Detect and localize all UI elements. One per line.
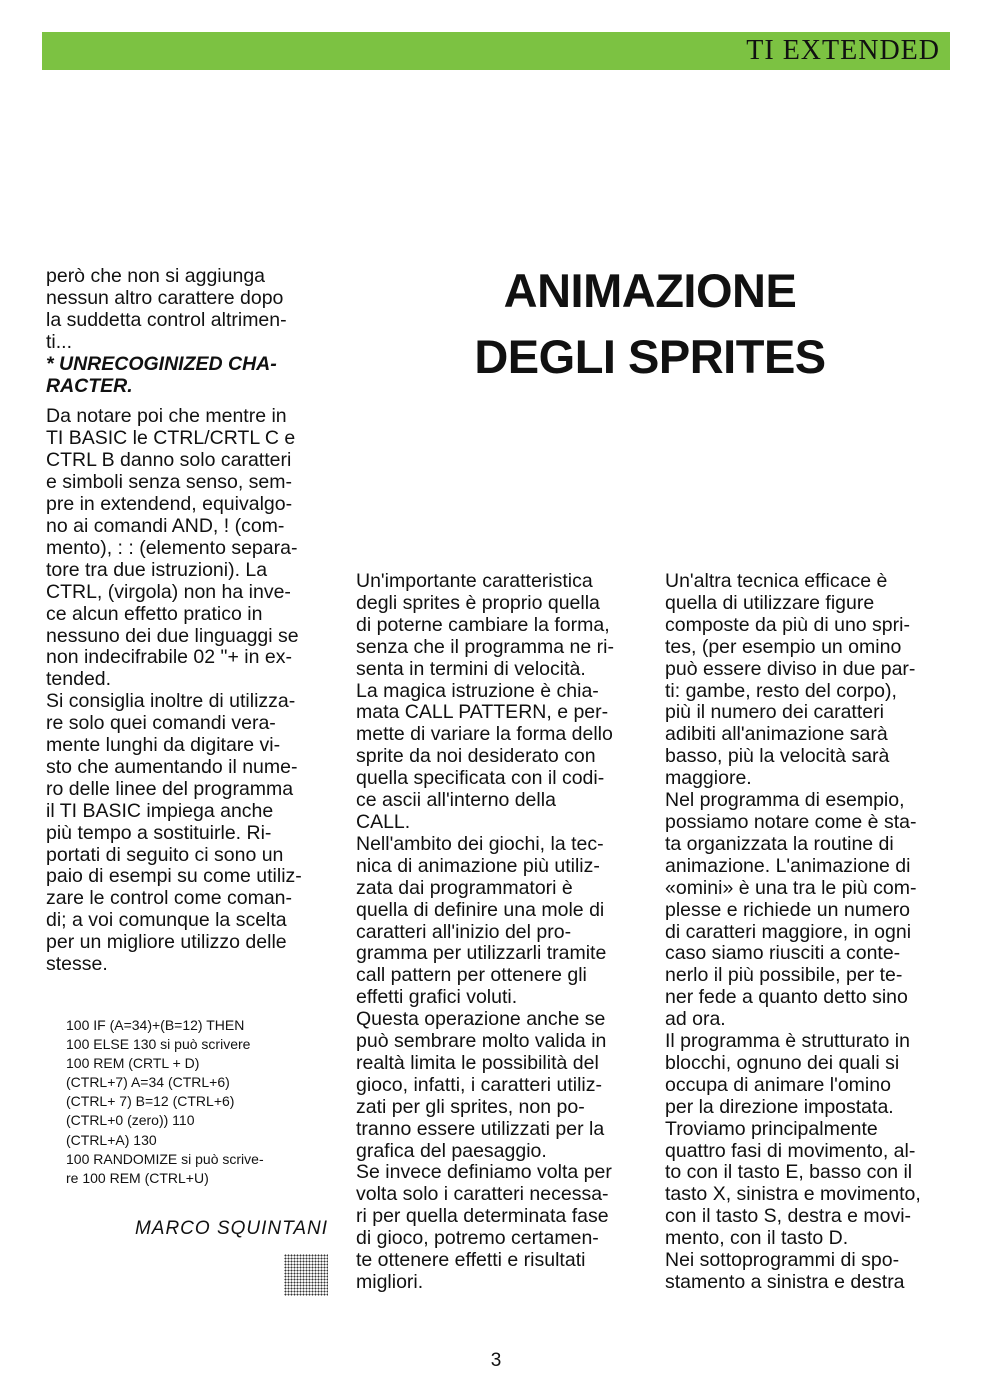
text-line: la suddetta control altrimen- [46, 308, 287, 331]
text-line: * UNRECOGINIZED CHA- [46, 352, 277, 375]
text-line: gramma per utilizzarli tramite [356, 942, 607, 965]
column-3 [665, 571, 947, 1294]
text-line: tended. [46, 668, 112, 691]
code-line: (CTRL+0 (zero)) 110 [66, 1112, 195, 1129]
text-line: Questa operazione anche se [356, 1008, 606, 1031]
text-line: può sembrare molto valida in [356, 1030, 607, 1053]
page-number: 3 [490, 1350, 502, 1371]
text-line: caso siamo riusciti a conte- [665, 942, 901, 965]
text-line: to con il tasto E, basso con il [665, 1161, 913, 1184]
text-line: più tempo a sostituirle. Ri- [46, 821, 272, 844]
text-line: CTRL, (virgola) non ha inve- [46, 580, 291, 603]
article-title [340, 258, 960, 390]
text-line: gioco, infatti, i caratteri utiliz- [356, 1073, 603, 1096]
column-1 [46, 266, 328, 976]
text-line: quella specificata con il codi- [356, 767, 605, 790]
text-line: basso, più la velocità sarà [665, 745, 890, 768]
text-line: per la direzione impostata. [665, 1095, 894, 1118]
text-line: ce alcun effetto pratico in [46, 602, 263, 625]
section-title: TI EXTENDED [746, 35, 940, 66]
text-line: senza che il programma ne ri- [356, 635, 614, 658]
text-line: nessuno dei due linguaggi se [46, 624, 299, 647]
text-line: ti... [46, 330, 73, 353]
col1-body [46, 406, 328, 976]
text-line: e simboli senza senso, sem- [46, 471, 293, 494]
text-line: quattro fasi di movimento, al- [665, 1139, 916, 1162]
code-line: (CTRL+A) 130 [66, 1131, 157, 1148]
text-line: re solo quei comandi vera- [46, 712, 276, 735]
text-line: CALL. [356, 810, 411, 833]
text-line: di; a voi comunque la scelta [46, 909, 287, 932]
text-line: blocchi, ognuno dei quali si [665, 1051, 900, 1074]
code-line: 100 ELSE 130 si può scrivere [66, 1036, 251, 1053]
text-line: il TI BASIC impiega anche [46, 799, 274, 822]
text-line: però che non si aggiunga [46, 265, 266, 287]
text-line: di caratteri maggiore, in ogni [665, 920, 912, 943]
code-example [66, 1016, 312, 1188]
text-line: per un migliore utilizzo delle [46, 931, 287, 954]
text-line: nica di animazione più utiliz- [356, 854, 600, 877]
text-line: grafica del paesaggio. [356, 1139, 547, 1162]
text-line: Il programma è strutturato in [665, 1030, 910, 1053]
text-line: adibiti all'animazione sarà [665, 723, 888, 746]
col1-error-message [46, 354, 328, 398]
title-line-2: DEGLI SPRITES [474, 330, 826, 383]
text-line: CTRL B danno solo caratteri [46, 449, 292, 472]
text-line: portati di seguito ci sono un [46, 843, 284, 866]
text-line: stamento a sinistra e destra [665, 1271, 905, 1293]
code-line: (CTRL+7) A=34 (CTRL+6) [66, 1074, 230, 1091]
text-line: maggiore. [665, 767, 752, 790]
code-line: 100 REM (CRTL + D) [66, 1055, 200, 1072]
dot-pattern-decoration [284, 1254, 328, 1296]
text-line: possiamo notare come è sta- [665, 810, 917, 833]
text-line: Un'importante caratteristica [356, 570, 593, 592]
text-line: ta organizzata la routine di [665, 832, 894, 855]
text-line: tes, (per esempio un omino [665, 635, 902, 658]
text-line: «omini» è una tra le più com- [665, 876, 917, 899]
text-line: ner fede a quanto detto sino [665, 986, 908, 1009]
text-line: Troviamo principalmente [665, 1117, 878, 1140]
text-line: ro delle linee del programma [46, 777, 294, 800]
col1-intro [46, 266, 328, 354]
code-line: re 100 REM (CTRL+U) [66, 1169, 209, 1186]
text-line: Se invece definiamo volta per [356, 1161, 612, 1184]
text-line: Nel programma di esempio, [665, 789, 905, 812]
text-line: quella di utilizzare figure [665, 591, 875, 614]
text-line: occupa di animare l'omino [665, 1073, 891, 1096]
text-line: ti: gambe, resto del corpo), [665, 679, 897, 702]
text-line: zare le control come coman- [46, 887, 293, 910]
text-line: caratteri all'inizio del pro- [356, 920, 572, 943]
text-line: ad ora. [665, 1008, 726, 1031]
text-line: senta in termini di velocità. [356, 657, 586, 680]
text-line: può essere diviso in due par- [665, 657, 916, 680]
text-line: tranno essere utilizzati per la [356, 1117, 605, 1140]
text-line: Nei sottoprogrammi di spo- [665, 1249, 900, 1272]
text-line: RACTER. [46, 374, 133, 397]
text-line: tasto X, sinistra e movimento, [665, 1183, 921, 1206]
author-name: MARCO SQUINTANI [134, 1218, 328, 1239]
text-line: mento), : : (elemento separa- [46, 536, 298, 559]
text-line: effetti grafici voluti. [356, 986, 518, 1009]
text-line: zata dai programmatori è [356, 876, 573, 899]
text-line: di gioco, potremo certamen- [356, 1227, 599, 1250]
text-line: quella di definire una mole di [356, 898, 605, 921]
text-line: con il tasto S, destra e movi- [665, 1205, 912, 1228]
text-line: più il numero dei caratteri [665, 701, 884, 724]
code-line: 100 RANDOMIZE si può scrive- [66, 1150, 264, 1167]
text-line: mente lunghi da digitare vi- [46, 734, 281, 757]
text-line: call pattern per ottenere gli [356, 964, 587, 987]
text-line: TI BASIC le CTRL/CRTL C e [46, 427, 296, 450]
text-line: ce ascii all'interno della [356, 789, 556, 812]
text-line: realtà limita le possibilità del [356, 1051, 599, 1074]
text-line: Nell'ambito dei giochi, la tec- [356, 832, 604, 855]
text-line: mette di variare la forma dello [356, 723, 613, 746]
text-line: migliori. [356, 1271, 424, 1293]
text-line: paio di esempi su come utiliz- [46, 865, 302, 888]
text-line: Si consiglia inoltre di utilizza- [46, 690, 296, 713]
text-line: plesse e richiede un numero [665, 898, 910, 921]
text-line: di poterne cambiare la forma, [356, 613, 610, 636]
text-line: composte da più di uno spri- [665, 613, 910, 636]
text-line: tore tra due istruzioni). La [46, 558, 268, 581]
text-line: mata CALL PATTERN, e per- [356, 701, 609, 724]
text-line: nessun altro carattere dopo [46, 286, 284, 309]
text-line: Da notare poi che mentre in [46, 405, 287, 428]
text-line: ri per quella determinata fase [356, 1205, 609, 1228]
column-2 [356, 571, 638, 1294]
title-line-1: ANIMAZIONE [503, 264, 797, 317]
code-line: 100 IF (A=34)+(B=12) THEN [66, 1017, 245, 1033]
text-line: nerlo il più possibile, per te- [665, 964, 903, 987]
text-line: non indecifrabile 02 "+ in ex- [46, 646, 292, 669]
text-line: sprite da noi desiderato con [356, 745, 596, 768]
text-line: animazione. L'animazione di [665, 854, 911, 877]
text-line: no ai comandi AND, ! (com- [46, 514, 285, 537]
text-line: stesse. [46, 953, 108, 976]
text-line: sto che aumentando il nume- [46, 755, 298, 778]
header-bar [42, 32, 950, 70]
text-line: pre in extendend, equivalgo- [46, 493, 293, 516]
text-line: zati per gli sprites, non po- [356, 1095, 585, 1118]
text-line: degli sprites è proprio quella [356, 591, 600, 614]
code-line: (CTRL+ 7) B=12 (CTRL+6) [66, 1093, 235, 1110]
text-line: La magica istruzione è chia- [356, 679, 599, 702]
text-line: te ottenere effetti e risultati [356, 1249, 586, 1272]
text-line: volta solo i caratteri necessa- [356, 1183, 609, 1206]
text-line: Un'altra tecnica efficace è [665, 570, 888, 592]
text-line: mento, con il tasto D. [665, 1227, 849, 1250]
